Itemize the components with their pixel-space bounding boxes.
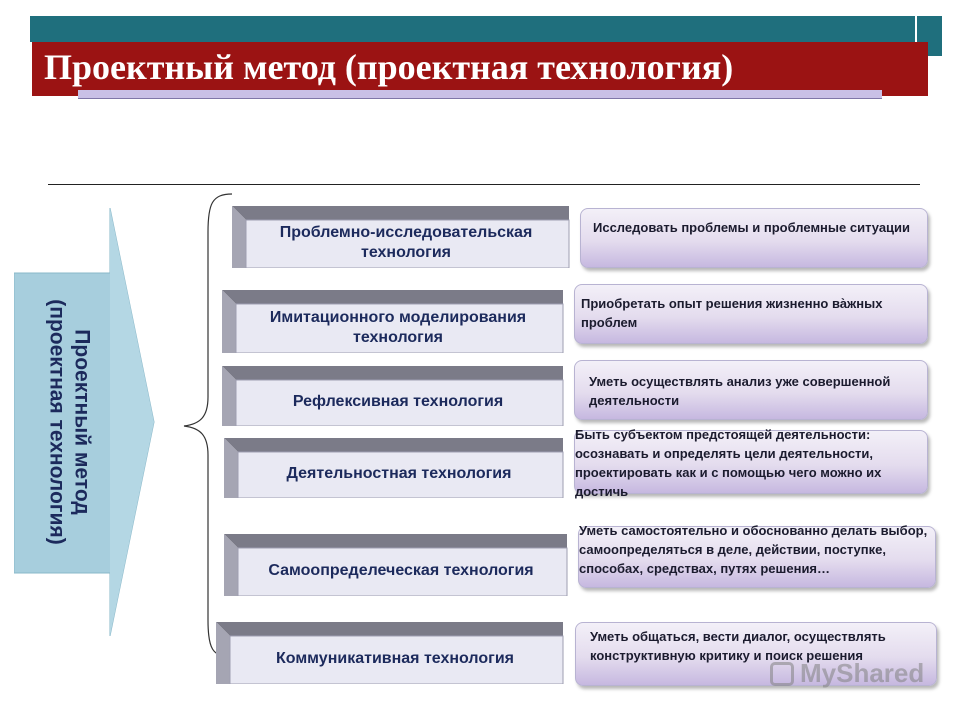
desc-box-activity [574,427,928,499]
desc-text: Уметь общаться, вести диалог, осуществлять конструктивную критику и поиск решения [590,629,886,663]
tech-box-reflexive [222,366,566,426]
title-underline [78,90,882,99]
desc-text: Уметь осуществлять анализ уже совершенной деятельности [589,374,891,408]
divider-line [48,184,920,185]
desc-box-problem-research [580,208,928,268]
tech-box-communicative [216,622,566,684]
tech-box-self-determination [224,534,570,596]
desc-text: Уметь самостоятельно и обоснованно делать выбор, самоопределяться в деле, действии, поступке, способах, средствах, путях решения… [579,523,928,576]
desc-box-reflexive [574,360,928,420]
page-title: Проектный метод (проектная технология) [44,47,734,87]
tech-label: Проблемно-исследовательская технология [279,224,533,261]
desc-text: Приобретать опыт решения жизненно ва̀жных проблем [581,296,883,330]
desc-box-self-determination [578,523,936,588]
tech-label: Коммуникативная технология [276,650,514,667]
tech-box-problem-research [232,206,572,268]
desc-text: Быть субъектом предстоящей деятельности: осознавать и определять цели деятельности, проектировать как и с помощью чего можно их достичь [575,427,882,499]
presentation-icon [770,662,794,686]
tech-label: Самоопределеческая технология [268,562,534,579]
top-bar [30,16,915,42]
watermark [770,658,924,689]
desc-text: Исследовать проблемы и проблемные ситуации [593,220,911,235]
tech-label: Имитационного моделирования технология [269,308,527,346]
side-label-line2: (проектная технология) [46,299,70,545]
desc-box-simulation [574,284,928,344]
tech-label: Рефлексивная технология [292,393,504,410]
watermark-text: MyShared [800,658,925,688]
tech-label: Деятельностная технология [286,465,512,482]
side-label-line1: Проектный метод [71,329,95,515]
side-label [15,272,125,572]
tech-box-simulation [222,290,566,353]
tech-box-activity [224,438,566,498]
